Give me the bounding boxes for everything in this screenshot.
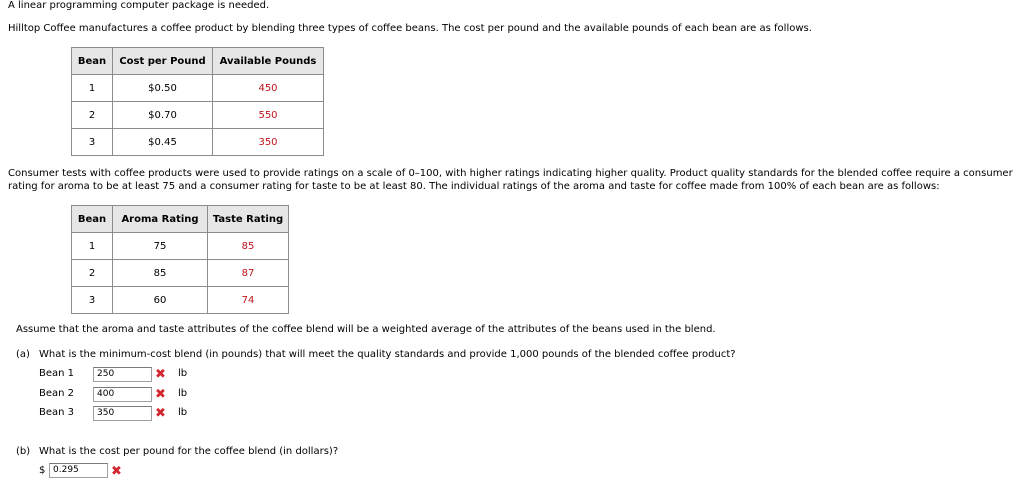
aroma-cell: 75 (113, 233, 208, 260)
consumer-tests-line-2: rating for aroma to be at least 75 and a consumer rating for taste to be at least 80. The individual ratings of the aroma and taste for coffee made from 100% of each bean are as follows: (8, 181, 940, 192)
bean-3-unit: lb (178, 407, 188, 418)
table-row (72, 260, 289, 287)
column-header-bean: Bean (72, 206, 113, 233)
bean-cell: 3 (72, 129, 113, 156)
table-row (72, 75, 324, 102)
problem-heading: A linear programming computer package is needed. (8, 0, 270, 11)
incorrect-icon: ✖ (155, 367, 166, 382)
table-row (72, 287, 289, 314)
bean-3-label: Bean 3 (39, 407, 75, 418)
consumer-tests-line-1: Consumer tests with coffee products were used to provide ratings on a scale of 0–100, with higher ratings indicating higher quality. Product quality standards for the blended coffee require a consumer (8, 168, 1013, 179)
cost-per-pound-input[interactable]: 0.295 (49, 463, 108, 478)
cost-cell: $0.45 (113, 129, 213, 156)
part-a-question: What is the minimum-cost blend (in pounds) that will meet the quality standards and provide 1,000 pounds of the blended coffee product? (39, 349, 736, 360)
available-pounds-cell: 550 (213, 102, 324, 129)
taste-cell: 87 (208, 260, 289, 287)
bean-2-input[interactable]: 400 (93, 387, 152, 402)
bean-cell: 2 (72, 102, 113, 129)
cost-cell: $0.50 (113, 75, 213, 102)
column-header-taste-rating: Taste Rating (208, 206, 289, 233)
bean-cell: 3 (72, 287, 113, 314)
taste-cell: 85 (208, 233, 289, 260)
table-header-row (72, 48, 324, 75)
bean-cell: 2 (72, 260, 113, 287)
bean-1-label: Bean 1 (39, 368, 75, 379)
currency-symbol: $ (39, 465, 46, 476)
bean-2-unit: lb (178, 388, 188, 399)
cost-cell: $0.70 (113, 102, 213, 129)
part-b-label: (b) (16, 446, 31, 457)
bean-cell: 1 (72, 233, 113, 260)
incorrect-icon: ✖ (111, 464, 122, 479)
incorrect-icon: ✖ (155, 387, 166, 402)
bean-1-unit: lb (178, 368, 188, 379)
available-pounds-cell: 350 (213, 129, 324, 156)
table-row (72, 129, 324, 156)
table-row (72, 233, 289, 260)
bean-2-label: Bean 2 (39, 388, 75, 399)
bean-3-input[interactable]: 350 (93, 406, 152, 421)
column-header-aroma-rating: Aroma Rating (113, 206, 208, 233)
part-a-label: (a) (16, 349, 30, 360)
taste-cell: 74 (208, 287, 289, 314)
table-row (72, 102, 324, 129)
part-b-question: What is the cost per pound for the coffee blend (in dollars)? (39, 446, 339, 457)
column-header-bean: Bean (72, 48, 113, 75)
table-header-row (72, 206, 289, 233)
available-pounds-cell: 450 (213, 75, 324, 102)
bean-cell: 1 (72, 75, 113, 102)
ratings-table (71, 205, 289, 314)
problem-intro: Hilltop Coffee manufactures a coffee product by blending three types of coffee beans. The cost per pound and the available pounds of each bean are as follows. (8, 23, 812, 34)
bean-1-input[interactable]: 250 (93, 367, 152, 382)
cost-availability-table (71, 47, 324, 156)
column-header-cost-per-pound: Cost per Pound (113, 48, 213, 75)
aroma-cell: 60 (113, 287, 208, 314)
assumption-text: Assume that the aroma and taste attributes of the coffee blend will be a weighted average of the attributes of the beans used in the blend. (16, 324, 716, 335)
column-header-available-pounds: Available Pounds (213, 48, 324, 75)
incorrect-icon: ✖ (155, 406, 166, 421)
aroma-cell: 85 (113, 260, 208, 287)
